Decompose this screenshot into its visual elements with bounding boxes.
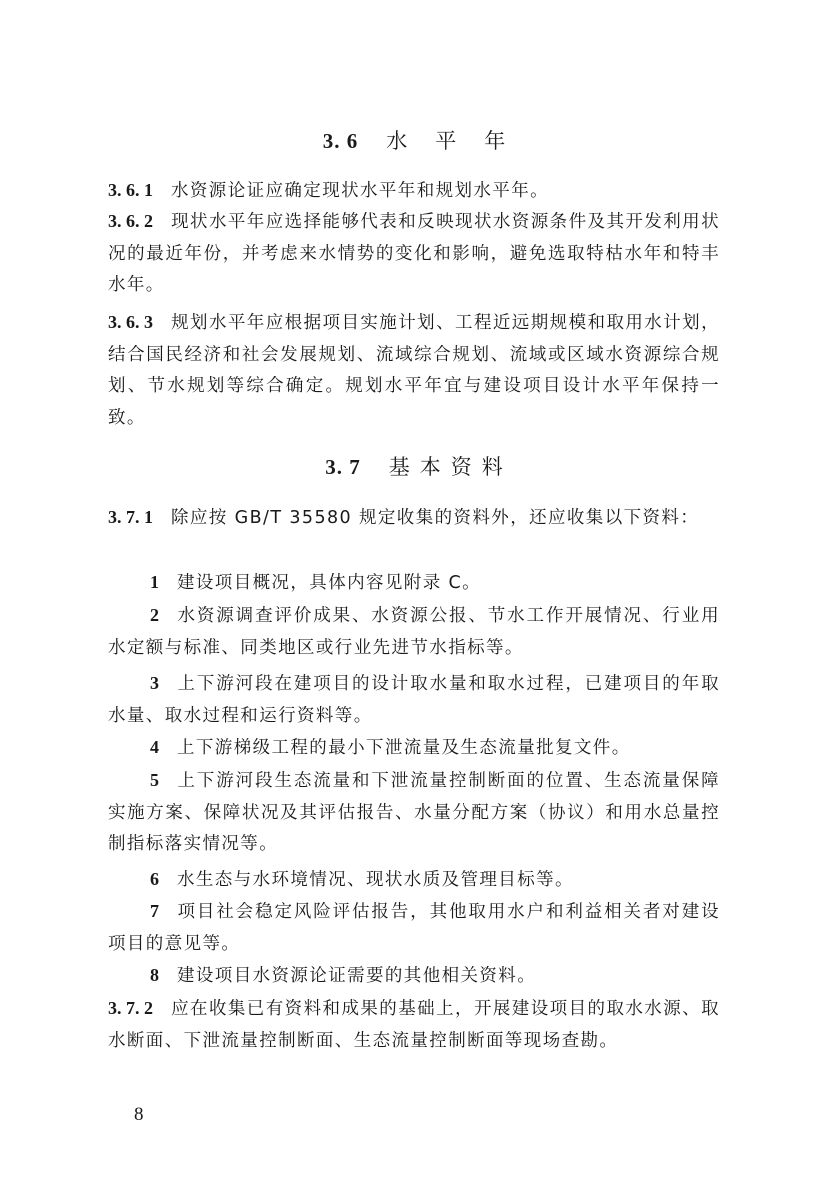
item-number: 4 [150, 737, 159, 757]
item-number: 1 [150, 572, 159, 592]
clause-text: 应在收集已有资料和成果的基础上，开展建设项目的取水水源、取水断面、下泄流量控制断面、生态流量控制断面等现场查勘。 [108, 999, 720, 1051]
clause-number: 3. 7. 1 [108, 507, 153, 527]
clause-3-6-3 [108, 307, 720, 434]
list-item-6 [108, 864, 720, 897]
item-text: 上下游梯级工程的最小下泄流量及生态流量批复文件。 [177, 738, 631, 758]
item-text: 水资源调查评价成果、水资源公报、节水工作开展情况、行业用水定额与标准、同类地区或行业先进节水指标等。 [108, 606, 720, 658]
item-text: 上下游河段在建项目的设计取水量和取水过程，已建项目的年取水量、取水过程和运行资料等。 [108, 674, 720, 726]
document-page [108, 0, 720, 1199]
clause-number: 3. 6. 2 [108, 211, 154, 231]
clause-text: 水资源论证应确定现状水平年和规划水平年。 [171, 181, 549, 201]
section-number: 3. 7 [325, 455, 361, 479]
item-text: 项目社会稳定风险评估报告，其他取用水户和利益相关者对建设项目的意见等。 [108, 902, 720, 954]
list-item-8 [108, 960, 720, 993]
item-number: 2 [150, 605, 159, 625]
clause-number: 3. 7. 2 [108, 998, 154, 1018]
item-number: 3 [150, 673, 159, 693]
item-text: 建设项目概况，具体内容见附录 C。 [177, 573, 482, 593]
section-heading-3-7 [108, 457, 720, 478]
list-item-5 [108, 765, 720, 861]
clause-3-6-1 [108, 175, 720, 208]
clause-number: 3. 6. 3 [108, 312, 154, 332]
item-text: 水生态与水环境情况、现状水质及管理目标等。 [177, 870, 574, 890]
item-text: 上下游河段生态流量和下泄流量控制断面的位置、生态流量保障实施方案、保障状况及其评估报告、水量分配方案（协议）和用水总量控制指标落实情况等。 [108, 771, 720, 854]
section-number: 3. 6 [322, 129, 359, 153]
item-number: 8 [150, 965, 159, 985]
clause-3-7-1 [108, 502, 720, 535]
list-item-7 [108, 896, 720, 960]
item-number: 5 [150, 770, 159, 790]
clause-text: 除应按 GB/T 35580 规定收集的资料外，还应收集以下资料： [171, 508, 700, 528]
clause-3-6-2 [108, 206, 720, 302]
item-text: 建设项目水资源论证需要的其他相关资料。 [177, 966, 537, 986]
list-item-3 [108, 668, 720, 732]
item-number: 7 [150, 901, 159, 921]
clause-text: 规划水平年应根据项目实施计划、工程近远期规模和取用水计划，结合国民经济和社会发展规划、流域综合规划、流域或区域水资源综合规划、节水规划等综合确定。规划水平年宜与建设项目设计水平年保持一致。 [108, 313, 720, 428]
section-title: 水平年 [386, 129, 534, 153]
clause-number: 3. 6. 1 [108, 180, 153, 200]
list-item-2 [108, 600, 720, 664]
clause-text: 现状水平年应选择能够代表和反映现状水资源条件及其开发利用状况的最近年份，并考虑来水情势的变化和影响，避免选取特枯水年和特丰水年。 [108, 212, 720, 295]
item-number: 6 [150, 869, 159, 889]
section-heading-3-6 [108, 131, 720, 152]
section-title: 基本资料 [388, 455, 513, 479]
clause-3-7-2 [108, 993, 720, 1057]
list-item-1 [108, 567, 720, 600]
list-item-4 [108, 732, 720, 765]
page-number: 8 [134, 1104, 144, 1125]
